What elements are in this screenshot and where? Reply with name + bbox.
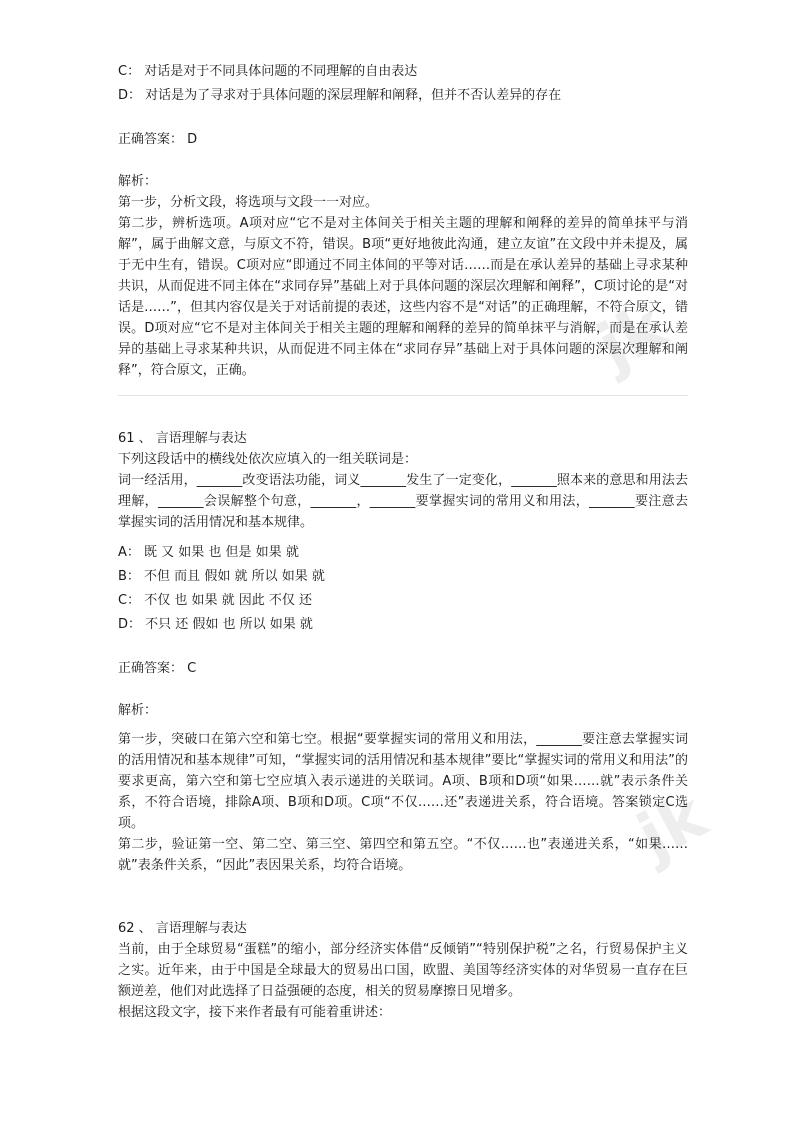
q61-option-b: B： 不但 而且 假如 就 所以 如果 就 bbox=[118, 569, 325, 584]
q61-analysis-step1: 第一步，突破口在第六空和第七空。根据“要掌握实词的常用义和用法，_______要注意去掌握实词的活用情况和基本规律”可知，“掌握实词的活用情况和基本规律”要比“掌握实词的常用义和用法”的要求更高，第六空和第七空应填入表示递进的关联词。A项、B项和D项“如果……就”表示条件关系，不符合语境，排除A项、B项和D项。C项“不仅……还”表递进关系，符合语境。答案锁定C选项。 bbox=[118, 732, 688, 831]
q62-header: 62 、 言语理解与表达 bbox=[118, 921, 247, 936]
watermark-text: jk bbox=[586, 289, 679, 385]
q60-analysis-step1: 第一步，分析文段，将选项与文段一一对应。 bbox=[118, 195, 379, 210]
section-divider bbox=[118, 395, 688, 396]
q60-answer: 正确答案： D bbox=[118, 132, 198, 147]
q61-option-c: C： 不仅 也 如果 就 因此 不仅 还 bbox=[118, 593, 313, 608]
q61-analysis-step2: 第二步，验证第一空、第二空、第三空、第四空和第五空。“不仅……也”表递进关系，“如果……就”表条件关系，“因此”表因果关系，均符合语境。 bbox=[118, 837, 688, 873]
q60-analysis-label: 解析： bbox=[118, 174, 158, 189]
q61-answer: 正确答案： C bbox=[118, 661, 197, 676]
q61-option-a: A： 既 又 如果 也 但是 如果 就 bbox=[118, 545, 299, 560]
q60-option-c: C： 对话是对于不同具体问题的不同理解的自由表达 bbox=[118, 64, 418, 79]
q62-stem: 当前，由于全球贸易“蛋糕”的缩小，部分经济实体借“反倾销”“特别保护税”之名，行贸易保护主义之实。近年来，由于中国是全球最大的贸易出口国，欧盟、美国等经济实体的对华贸易一直存在巨额逆差，他们对此选择了日益强硬的态度，相关的贸易摩擦日见增多。 bbox=[118, 942, 688, 999]
q60-analysis-step2: 第二步，辨析选项。A项对应“它不是对主体间关于相关主题的理解和阐释的差异的简单抹平与消解”，属于曲解文意，与原文不符，错误。B项“更好地彼此沟通，建立友谊”在文段中并未提及，属于无中生有，错误。C项对应“即通过不同主体间的平等对话……而是在承认差异的基础上寻求某种共识，从而促进不同主体在“求同存异”基础上对于具体问题的深层次理解和阐释”，C项讨论的是“对话是……”，但其内容仅是关于对话前提的表述，这些内容不是“对话”的正确理解，不符合原文，错误。D项对应“它不是对主体间关于相关主题的理解和阐释的差异的简单抹平与消解，而是在承认差异的基础上寻求某种共识，从而促进不同主体在“求同存异”基础上对于具体问题的深层次理解和阐释”，符合原文，正确。 bbox=[118, 216, 688, 378]
watermark-text-2: jk bbox=[626, 779, 719, 875]
q61-stem-intro: 下列这段话中的横线处依次应填入的一组关联词是： bbox=[118, 452, 418, 467]
q61-stem-body: 词一经活用，_______改变语法功能，词义_______发生了一定变化，_______照本来的意思和用法去理解，_______会误解整个句意，_______，_______要掌握实词的常用义和用法，_______要注意去掌握实词的活用情况和基本规律。 bbox=[118, 473, 688, 530]
q61-option-d: D： 不只 还 假如 也 所以 如果 就 bbox=[118, 617, 313, 632]
q60-option-d: D： 对话是为了寻求对于具体问题的深层理解和阐释，但并不否认差异的存在 bbox=[118, 88, 562, 103]
document-page bbox=[118, 60, 688, 1023]
q62-question: 根据这段文字，接下来作者最有可能着重讲述： bbox=[118, 1005, 392, 1020]
q61-analysis-label: 解析： bbox=[118, 703, 158, 718]
q61-header: 61 、 言语理解与表达 bbox=[118, 431, 247, 446]
